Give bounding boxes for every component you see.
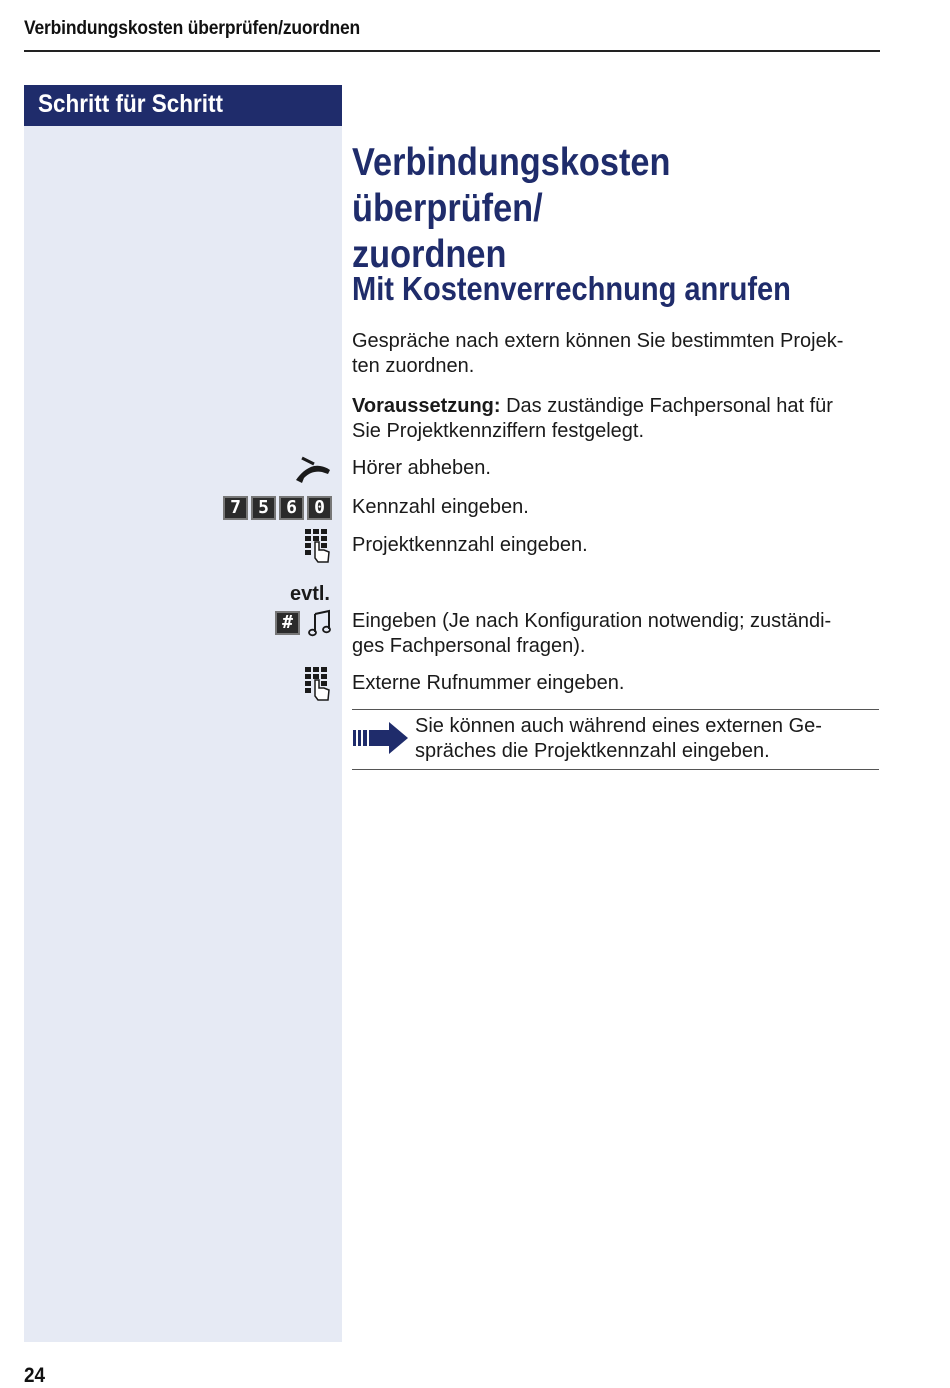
- page-number: 24: [24, 1364, 46, 1387]
- step-enter-project-code: Projektkennzahl eingeben.: [352, 534, 588, 556]
- keypad-icon: [304, 666, 332, 702]
- section-subtitle: Mit Kostenverrechnung anrufen: [352, 270, 791, 307]
- note-line-1: Sie können auch während eines externen Ge-: [415, 715, 822, 737]
- key-5: 5: [251, 496, 276, 520]
- page-title: [352, 140, 845, 278]
- step-enter-hash-line-2: ges Fachpersonal fragen).: [352, 635, 586, 657]
- note-line-2: spräches die Projektkennzahl eingeben.: [415, 740, 770, 762]
- code-keys: [220, 496, 332, 520]
- running-head: Verbindungskosten überprüfen/zuordnen: [24, 18, 361, 39]
- step-lift-handset: Hörer abheben.: [352, 457, 491, 479]
- intro-paragraph: [352, 329, 882, 379]
- intro-line-2: ten zuordnen.: [352, 355, 475, 377]
- hash-key: #: [275, 611, 300, 635]
- note-rule-bottom: [352, 769, 879, 770]
- key-0: 0: [307, 496, 332, 520]
- key-7: 7: [223, 496, 248, 520]
- prerequisite-paragraph: [352, 394, 882, 444]
- arrow-note-icon: [353, 720, 409, 756]
- title-line-1: Verbindungskosten überprüfen/: [352, 141, 671, 230]
- key-6: 6: [279, 496, 304, 520]
- sidebar-header-label: Schritt für Schritt: [38, 90, 224, 118]
- tone-icon: [308, 609, 332, 637]
- note-rule-top: [352, 709, 879, 710]
- prerequisite-line-2: Sie Projektkennziffern festgelegt.: [352, 420, 645, 442]
- step-enter-code: Kennzahl eingeben.: [352, 496, 529, 518]
- step-enter-external-number: Externe Rufnummer eingeben.: [352, 672, 625, 694]
- note-text: [415, 714, 875, 764]
- prerequisite-label: Voraussetzung:: [352, 395, 501, 417]
- header-rule: [24, 50, 880, 52]
- sidebar: [24, 85, 342, 1342]
- step-enter-hash: [352, 609, 882, 659]
- keypad-icon: [304, 528, 332, 564]
- optional-label: evtl.: [289, 583, 330, 605]
- prerequisite-text: Das zuständige Fachpersonal hat für: [500, 395, 833, 417]
- step-enter-hash-line-1: Eingeben (Je nach Konfiguration notwendig; zuständi-: [352, 610, 832, 632]
- handset-icon: [294, 456, 332, 484]
- title-line-2: zuordnen: [352, 233, 507, 276]
- intro-line-1: Gespräche nach extern können Sie bestimmten Projek-: [352, 330, 844, 352]
